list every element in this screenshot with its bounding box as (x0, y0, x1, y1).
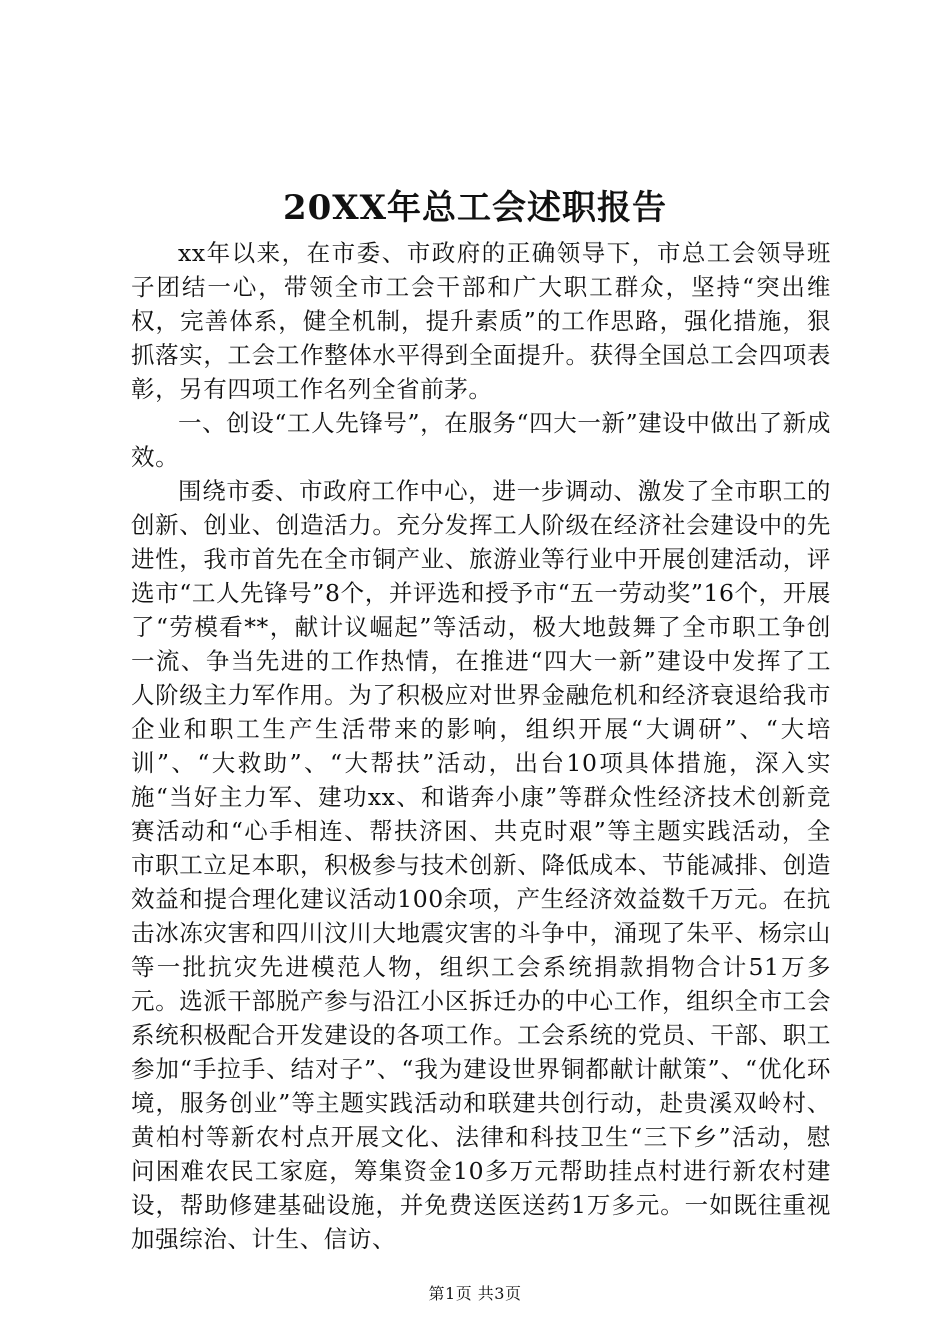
document-title: 20XX年总工会述职报告 (282, 188, 668, 228)
paragraph-section-1: 围绕市委、市政府工作中心，进一步调动、激发了全市职工的创新、创业、创造活力。充分发挥工人阶级在经济社会建设中的先进性，我市首先在全市铜产业、旅游业等行业中开展创建活动，评选市“工人先锋号”8个，并评选和授予市“五一劳动奖”16个，开展了“劳模看**，献计议崛起”等活动，极大地鼓舞了全市职工争创一流、争当先进的工作热情，在推进“四大一新”建设中发挥了工人阶级主力军作用。为了积极应对世界金融危机和经济衰退给我市企业和职工生产生活带来的影响，组织开展“大调研”、“大培训”、“大救助”、“大帮扶”活动，出台10项具体措施，深入实施“当好主力军、建功xx、和谐奔小康”等群众性经济技术创新竞赛活动和“心手相连、帮扶济困、共克时艰”等主题实践活动，全市职工立足本职，积极参与技术创新、降低成本、节能减排、创造效益和提合理化建议活动100余项，产生经济效益数千万元。在抗击冰冻灾害和四川汶川大地震灾害的斗争中，涌现了朱平、杨宗山等一批抗灾先进模范人物，组织工会系统捐款捐物合计51万多元。选派干部脱产参与沿江小区拆迁办的中心工作，组织全市工会系统积极配合开发建设的各项工作。工会系统的党员、干部、职工参加“手拉手、结对子”、“我为建设世界铜都献计献策”、“优化环境，服务创业”等主题实践活动和联建共创行动，赴贵溪双岭村、黄柏村等新农村点开展文化、法律和科技卫生“三下乡”活动，慰问困难农民工家庭，筹集资金10多万元帮助挂点村进行新农村建设，帮助修建基础设施，并免费送医送药1万多元。一如既往重视加强综治、计生、信访、 (131, 477, 831, 1253)
page-footer: 第1页 共3页 (428, 1284, 522, 1303)
paragraph-intro: xx年以来，在市委、市政府的正确领导下，市总工会领导班子团结一心，带领全市工会干部和广大职工群众，坚持“突出维权，完善体系，健全机制，提升素质”的工作思路，强化措施，狠抓落实，工会工作整体水平得到全面提升。获得全国总工会四项表彰，另有四项工作名列全省前茅。 (131, 239, 831, 403)
section-heading-1: 一、创设“工人先锋号”，在服务“四大一新”建设中做出了新成效。 (131, 409, 831, 471)
document-body (131, 236, 831, 1256)
